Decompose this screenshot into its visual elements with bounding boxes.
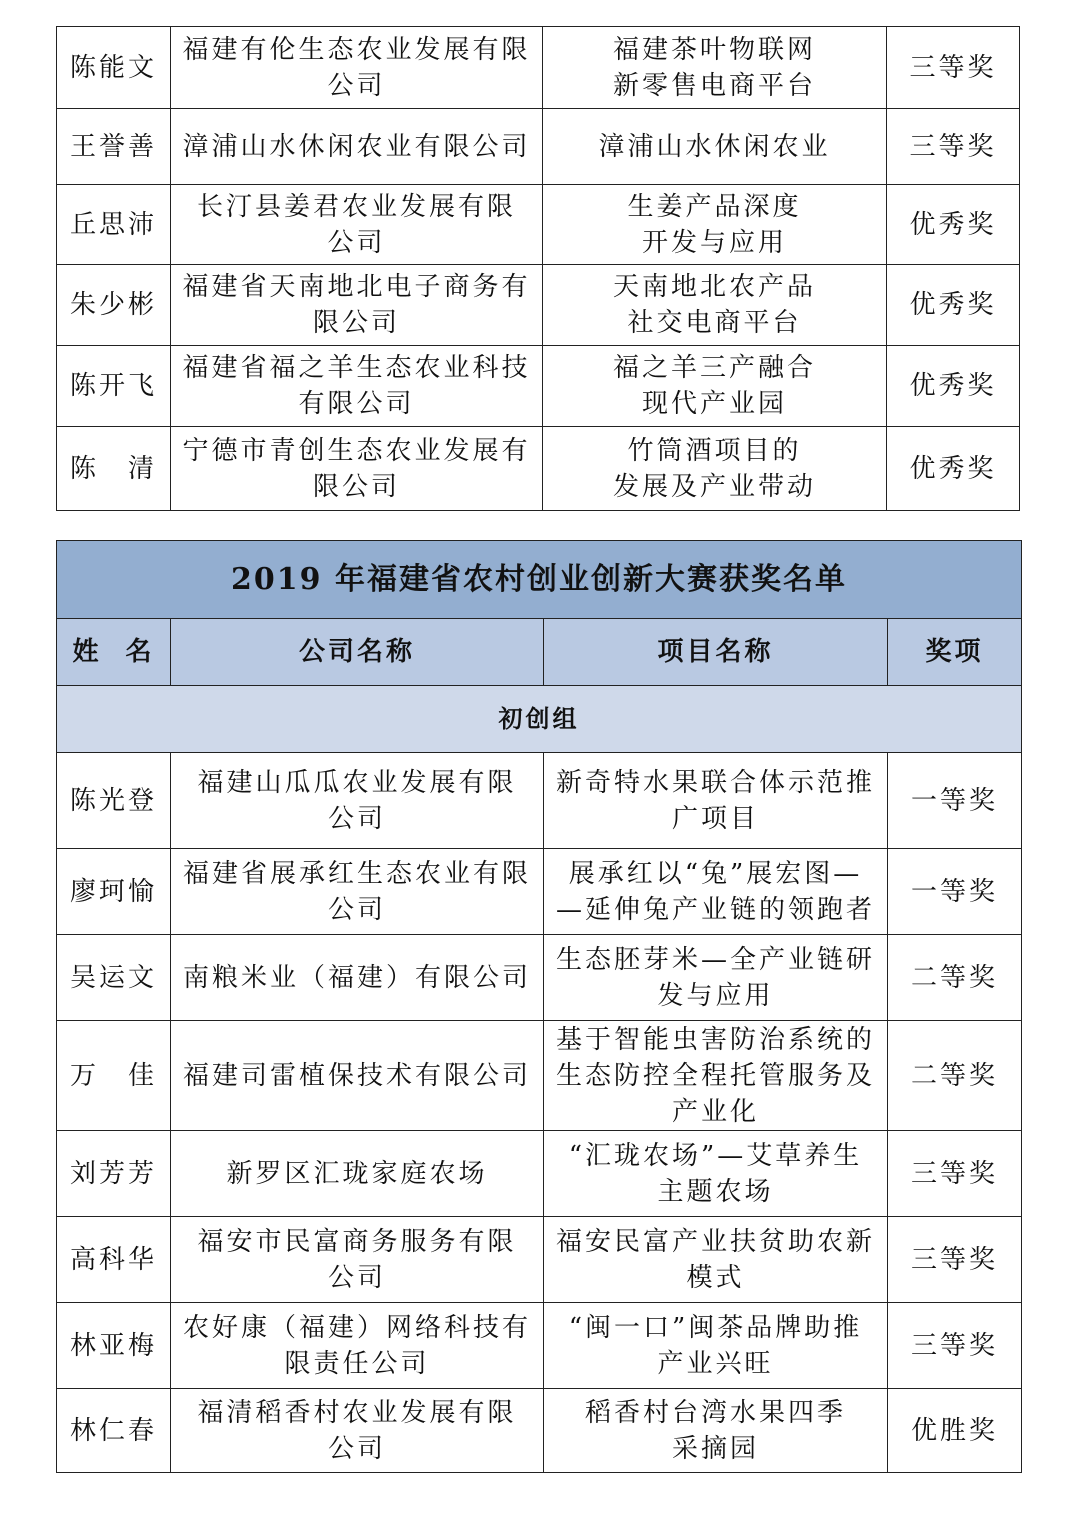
company-line: 福建司雷植保技术有限公司 bbox=[182, 1060, 531, 1091]
company-line: 福建有伦生态农业发展有限 bbox=[182, 34, 531, 65]
person-name: 王誉善 bbox=[57, 109, 171, 185]
table-row bbox=[57, 849, 1022, 935]
company-line: 公司 bbox=[327, 227, 386, 258]
company-line: 公司 bbox=[327, 1433, 386, 1464]
project-name bbox=[544, 1303, 888, 1389]
company-name bbox=[171, 1389, 544, 1473]
company-line: 公司 bbox=[327, 70, 386, 101]
project-line: 稻香村台湾水果四季 bbox=[584, 1397, 846, 1428]
award-level: 三等奖 bbox=[887, 109, 1020, 185]
header-name: 姓 名 bbox=[57, 619, 171, 686]
company-name bbox=[171, 849, 544, 935]
project-line: 福建茶叶物联网 bbox=[612, 34, 816, 65]
company-line: 公司 bbox=[327, 803, 386, 834]
award-level: 一等奖 bbox=[888, 753, 1022, 849]
project-line: 竹筒酒项目的 bbox=[627, 435, 802, 466]
project-name bbox=[544, 1131, 888, 1217]
award-level: 二等奖 bbox=[888, 935, 1022, 1021]
company-line: 宁德市青创生态农业发展有 bbox=[182, 435, 531, 466]
project-name bbox=[543, 427, 887, 511]
person-name: 万 佳 bbox=[57, 1021, 171, 1131]
company-line: 新罗区汇珑家庭农场 bbox=[226, 1158, 488, 1189]
project-line: 基于智能虫害防治系统的 bbox=[555, 1024, 875, 1055]
person-name: 朱少彬 bbox=[57, 265, 171, 346]
table-row bbox=[57, 1389, 1022, 1473]
company-name bbox=[171, 265, 543, 346]
award-level: 一等奖 bbox=[888, 849, 1022, 935]
award-level: 三等奖 bbox=[887, 27, 1020, 109]
person-name: 廖珂愉 bbox=[57, 849, 171, 935]
award-level: 优秀奖 bbox=[887, 346, 1020, 427]
company-name bbox=[171, 185, 543, 265]
table-row bbox=[57, 1303, 1022, 1389]
award-level: 三等奖 bbox=[888, 1303, 1022, 1389]
project-line: 天南地北农产品 bbox=[612, 272, 816, 302]
award-level: 二等奖 bbox=[888, 1021, 1022, 1131]
table-row bbox=[57, 1131, 1022, 1217]
project-line: 采摘园 bbox=[671, 1433, 759, 1464]
project-line: “汇珑农场”—艾草养生 bbox=[568, 1140, 863, 1171]
person-name: 林亚梅 bbox=[57, 1303, 171, 1389]
company-name bbox=[171, 1021, 544, 1131]
project-name bbox=[544, 1021, 888, 1131]
award-table-continued bbox=[56, 26, 1020, 511]
person-name: 丘思沛 bbox=[57, 185, 171, 265]
company-name bbox=[171, 109, 543, 185]
project-line: 广项目 bbox=[671, 803, 759, 834]
project-line: 发展及产业带动 bbox=[612, 471, 816, 502]
project-line: 产业兴旺 bbox=[657, 1348, 774, 1379]
company-name bbox=[171, 427, 543, 511]
person-name: 刘芳芳 bbox=[57, 1131, 171, 1217]
project-line: 生姜产品深度 bbox=[627, 191, 802, 222]
company-line: 福安市民富商务服务有限 bbox=[197, 1226, 517, 1257]
project-line: 生态胚芽米—全产业链研 bbox=[555, 944, 875, 975]
table-row bbox=[57, 1217, 1022, 1303]
project-name bbox=[543, 185, 887, 265]
project-line: 新零售电商平台 bbox=[612, 70, 816, 101]
table-row bbox=[57, 427, 1020, 511]
company-name bbox=[171, 753, 544, 849]
table-row bbox=[57, 185, 1020, 265]
award-level: 优胜奖 bbox=[888, 1389, 1022, 1473]
company-line: 福建省天南地北电子商务有 bbox=[182, 272, 531, 302]
project-name bbox=[543, 109, 887, 185]
award-level: 优秀奖 bbox=[887, 185, 1020, 265]
table-row bbox=[57, 265, 1020, 346]
company-name bbox=[171, 1217, 544, 1303]
person-name: 陈开飞 bbox=[57, 346, 171, 427]
award-level: 优秀奖 bbox=[887, 265, 1020, 346]
company-line: 限公司 bbox=[312, 471, 400, 502]
company-line: 公司 bbox=[327, 1262, 386, 1293]
person-name: 陈 清 bbox=[57, 427, 171, 511]
company-name bbox=[171, 935, 544, 1021]
group-label: 初创组 bbox=[57, 686, 1022, 753]
company-line: 福建省福之羊生态农业科技 bbox=[182, 353, 531, 383]
project-name bbox=[544, 935, 888, 1021]
table-row bbox=[57, 346, 1020, 427]
project-line: 生态防控全程托管服务及 bbox=[555, 1060, 875, 1091]
company-line: 限责任公司 bbox=[284, 1348, 430, 1379]
table-row bbox=[57, 27, 1020, 109]
company-line: 农好康（福建）网络科技有 bbox=[182, 1312, 531, 1343]
person-name: 陈能文 bbox=[57, 27, 171, 109]
project-line: 开发与应用 bbox=[641, 227, 787, 258]
header-award: 奖项 bbox=[888, 619, 1022, 686]
project-line: 产业化 bbox=[671, 1096, 759, 1127]
project-line: 模式 bbox=[686, 1262, 745, 1293]
company-line: 福清稻香村农业发展有限 bbox=[197, 1397, 517, 1428]
project-line: 发与应用 bbox=[657, 980, 774, 1011]
company-name bbox=[171, 27, 543, 109]
project-line: “闽一口”闽茶品牌助推 bbox=[568, 1312, 863, 1343]
project-name bbox=[544, 1217, 888, 1303]
project-name bbox=[544, 849, 888, 935]
table-row bbox=[57, 935, 1022, 1021]
company-name bbox=[171, 1303, 544, 1389]
company-line: 福建省展承红生态农业有限 bbox=[182, 858, 531, 889]
company-name bbox=[171, 1131, 544, 1217]
project-line: 现代产业园 bbox=[641, 389, 787, 419]
company-line: 公司 bbox=[327, 894, 386, 925]
header-project: 项目名称 bbox=[544, 619, 888, 686]
company-line: 限公司 bbox=[312, 308, 400, 338]
project-line: —延伸兔产业链的领跑者 bbox=[555, 894, 875, 925]
project-line: 主题农场 bbox=[657, 1176, 774, 1207]
award-level: 三等奖 bbox=[888, 1131, 1022, 1217]
header-company: 公司名称 bbox=[171, 619, 544, 686]
group-row bbox=[57, 686, 1022, 753]
project-line: 展承红以“兔”展宏图— bbox=[568, 858, 863, 889]
award-table-2019 bbox=[56, 540, 1022, 1473]
company-line: 有限公司 bbox=[298, 389, 415, 419]
project-line: 漳浦山水休闲农业 bbox=[598, 131, 831, 162]
award-level: 三等奖 bbox=[888, 1217, 1022, 1303]
project-name bbox=[544, 753, 888, 849]
company-line: 南粮米业（福建）有限公司 bbox=[182, 962, 531, 993]
project-name bbox=[543, 27, 887, 109]
company-name bbox=[171, 346, 543, 427]
person-name: 林仁春 bbox=[57, 1389, 171, 1473]
person-name: 陈光登 bbox=[57, 753, 171, 849]
company-line: 长汀县姜君农业发展有限 bbox=[196, 191, 516, 222]
table-title: 2019 年福建省农村创业创新大赛获奖名单 bbox=[57, 541, 1022, 619]
table-row bbox=[57, 753, 1022, 849]
project-line: 新奇特水果联合体示范推 bbox=[555, 767, 875, 798]
person-name: 吴运文 bbox=[57, 935, 171, 1021]
table-title-row bbox=[57, 541, 1022, 619]
company-line: 漳浦山水休闲农业有限公司 bbox=[182, 131, 531, 162]
project-name bbox=[543, 265, 887, 346]
person-name: 高科华 bbox=[57, 1217, 171, 1303]
project-line: 社交电商平台 bbox=[627, 308, 802, 338]
project-line: 福安民富产业扶贫助农新 bbox=[555, 1226, 875, 1257]
table-header-row bbox=[57, 619, 1022, 686]
table-row bbox=[57, 109, 1020, 185]
project-line: 福之羊三产融合 bbox=[612, 353, 816, 383]
company-line: 福建山瓜瓜农业发展有限 bbox=[197, 767, 517, 798]
table-row bbox=[57, 1021, 1022, 1131]
project-name bbox=[543, 346, 887, 427]
award-level: 优秀奖 bbox=[887, 427, 1020, 511]
project-name bbox=[544, 1389, 888, 1473]
